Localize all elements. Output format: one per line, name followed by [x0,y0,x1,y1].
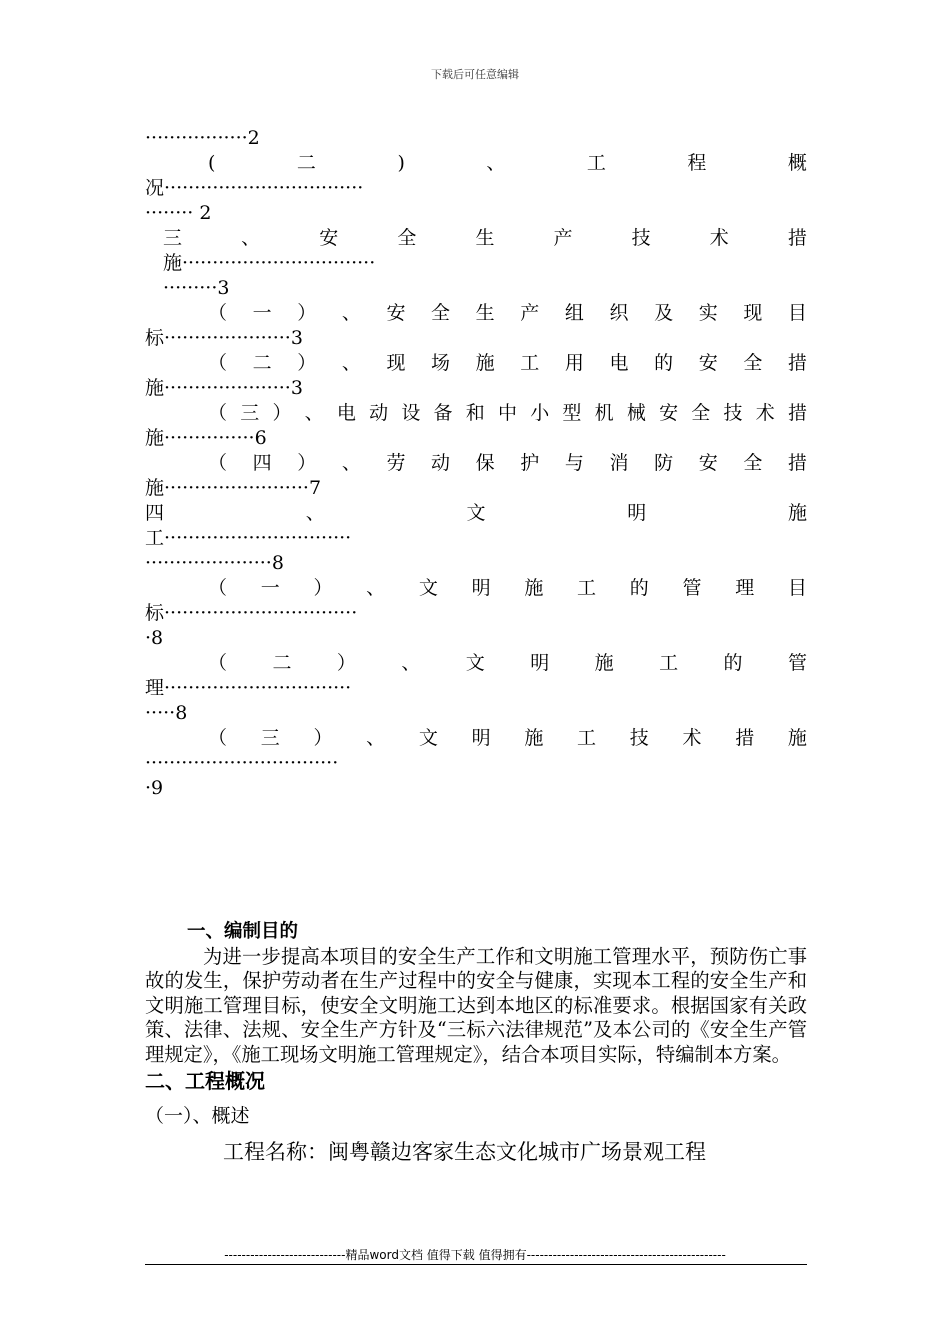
toc-entry[interactable] [145,151,807,176]
toc-char: 防 [654,452,674,474]
toc-char: 保 [475,452,495,474]
toc-char: 型 [562,402,582,424]
toc-char: （ [208,352,228,374]
toc-char: 文 [465,652,485,674]
toc-char: 机 [594,402,614,424]
toc-char: 设 [401,402,421,424]
section-title: 一、编制目的 [187,921,299,942]
toc-char: ） [297,302,317,324]
toc-char: 措 [787,352,807,374]
toc-char: 三 [240,402,260,424]
toc-char: 目 [787,302,807,324]
toc-char: 明 [471,727,491,749]
toc-char: 安 [698,452,718,474]
toc-char: 生 [475,302,495,324]
toc-char: 二 [296,152,316,174]
toc-char: 、 [401,652,421,674]
toc-char: 一 [252,302,272,324]
toc-char: 二 [272,652,292,674]
toc-char: 、 [341,302,361,324]
toc-char: 、 [341,352,361,374]
toc-char: （ [208,577,228,599]
toc-char: （ [208,402,228,424]
toc-char: 术 [755,402,775,424]
toc-char: 安 [659,402,679,424]
toc-char: 二 [252,352,272,374]
toc-char: （ [208,452,228,474]
toc-entry[interactable] [145,351,807,376]
toc-entry[interactable] [145,401,807,426]
toc-char: 消 [609,452,629,474]
toc-char: 文 [466,502,486,524]
toc-char: ） [313,577,333,599]
toc-char: 措 [787,452,807,474]
toc-char: 械 [626,402,646,424]
toc-char: 现 [743,302,763,324]
toc-entry[interactable] [145,726,807,751]
page-header: 下载后可任意编辑 [431,68,519,81]
toc-char: 措 [787,227,807,249]
toc-line: 况································· [145,177,364,199]
toc-char: 施 [787,502,807,524]
toc-char: 组 [564,302,584,324]
toc-char: 场 [431,352,451,374]
toc-char: 文 [418,577,438,599]
toc-entry[interactable] [145,301,807,326]
toc-char: 电 [336,402,356,424]
section-paragraph: 为进一步提高本项目的安全生产工作和文明施工管理水平，预防伤亡事故的发生，保护劳动者在生产过程中的安全与健康，实现本工程的安全生产和文明施工管理目标，使安全文明施工达到本地区的标准要求。根据国家有关政策、法律、法规、安全生产方针及“三标六法律规范”及本公司的《安全生产管理规定》，《施工现场文明施工管理规定》，结合本项目实际，特编制本方案。 [145,944,807,1066]
toc-char: 护 [520,452,540,474]
toc-char: 动 [369,402,389,424]
toc-char: 及 [654,302,674,324]
toc-char: 程 [687,152,707,174]
toc-entry[interactable] [145,451,807,476]
toc-char: 小 [530,402,550,424]
toc-char: 全 [743,452,763,474]
toc-char: 全 [743,352,763,374]
toc-char: 工 [586,152,606,174]
toc-line: ·····················8 [145,552,284,574]
toc-char: 产 [553,227,573,249]
toc-char: 电 [609,352,629,374]
toc-char: 措 [787,402,807,424]
toc-char: （ [208,652,228,674]
toc-line: 施···············6 [145,427,267,449]
toc-entry[interactable] [145,501,807,526]
toc-char: 施 [524,577,544,599]
toc-char: 明 [530,652,550,674]
toc-char: 技 [723,402,743,424]
toc-char: 安 [698,352,718,374]
toc-line: 理······························· [145,677,352,699]
toc-char: 动 [431,452,451,474]
toc-char: 现 [386,352,406,374]
toc-char: 技 [631,227,651,249]
toc-char: （ [208,302,228,324]
toc-char: 文 [418,727,438,749]
toc-char: 的 [654,352,674,374]
toc-char: ） [297,452,317,474]
toc-char: 三 [163,227,183,249]
toc-char: 的 [629,577,649,599]
toc-char: 备 [433,402,453,424]
toc-char: 安 [386,302,406,324]
toc-char: 术 [709,227,729,249]
toc-char: 的 [723,652,743,674]
toc-line: 标································ [145,602,358,624]
toc-char: （ [208,727,228,749]
toc-char: 实 [698,302,718,324]
toc-char: 全 [691,402,711,424]
toc-line: 标·····················3 [145,327,303,349]
page-footer: ----------------------------精品word文档 值得下载 值得拥有---------------------------------------------- [224,1248,726,1262]
toc-char: 概 [787,152,807,174]
toc-char: 、 [305,502,325,524]
toc-entry[interactable] [145,576,807,601]
toc-line: 施························7 [145,477,322,499]
toc-char: 管 [787,652,807,674]
toc-char: 四 [252,452,272,474]
toc-line: ·9 [145,777,164,799]
toc-line: 施································ [163,252,376,274]
project-name: 工程名称：闽粤赣边客家生态文化城市广场景观工程 [223,1140,706,1164]
toc-line: ·····8 [145,702,188,724]
toc-line: 施·····················3 [145,377,303,399]
toc-line: ·········3 [163,277,230,299]
toc-char: 术 [682,727,702,749]
toc-line: 工······························· [145,527,352,549]
section-title: 二、工程概况 [145,1069,265,1093]
toc-char: 、 [241,227,261,249]
toc-char: 施 [787,727,807,749]
toc-entry[interactable] [145,226,807,251]
toc-line: ········ 2 [145,202,212,224]
toc-char: 施 [524,727,544,749]
document-body [145,920,807,1165]
toc-char: 一 [260,577,280,599]
subsection-title: （一）、概述 [145,1104,250,1127]
toc-char: ） [272,402,292,424]
toc-char: 工 [520,352,540,374]
toc-line: ································ [145,752,339,774]
toc-char: 管 [682,577,702,599]
toc-char: ） [297,352,317,374]
toc-char: 理 [735,577,755,599]
toc-char: 、 [486,152,506,174]
toc-char: 工 [577,727,597,749]
toc-char: 全 [431,302,451,324]
toc-char: 三 [260,727,280,749]
toc-char: 、 [304,402,324,424]
toc-char: 、 [366,577,386,599]
toc-char: 明 [471,577,491,599]
toc-entry[interactable] [145,651,807,676]
toc-char: 目 [787,577,807,599]
toc-char: 生 [475,227,495,249]
toc-char: ） [313,727,333,749]
toc-char: 劳 [386,452,406,474]
toc-line: ·8 [145,627,164,649]
toc-char: ) [397,152,405,174]
footer-divider [145,1264,807,1265]
toc-char: 明 [627,502,647,524]
toc-char: 技 [629,727,649,749]
toc-char: ） [336,652,356,674]
toc-char: 措 [735,727,755,749]
toc-char: 工 [577,577,597,599]
table-of-contents [145,126,807,801]
toc-char: 和 [465,402,485,424]
toc-char: 中 [497,402,517,424]
toc-char: 与 [564,452,584,474]
toc-char: 织 [609,302,629,324]
toc-char: 施 [594,652,614,674]
toc-char: ( [208,152,216,174]
toc-char: 施 [475,352,495,374]
toc-char: 安 [319,227,339,249]
toc-char: 、 [341,452,361,474]
toc-char: 全 [397,227,417,249]
toc-line: ·················2 [145,127,260,149]
toc-char: 用 [564,352,584,374]
toc-char: 工 [659,652,679,674]
toc-char: 、 [366,727,386,749]
toc-char: 产 [520,302,540,324]
toc-char: 四 [145,502,165,524]
